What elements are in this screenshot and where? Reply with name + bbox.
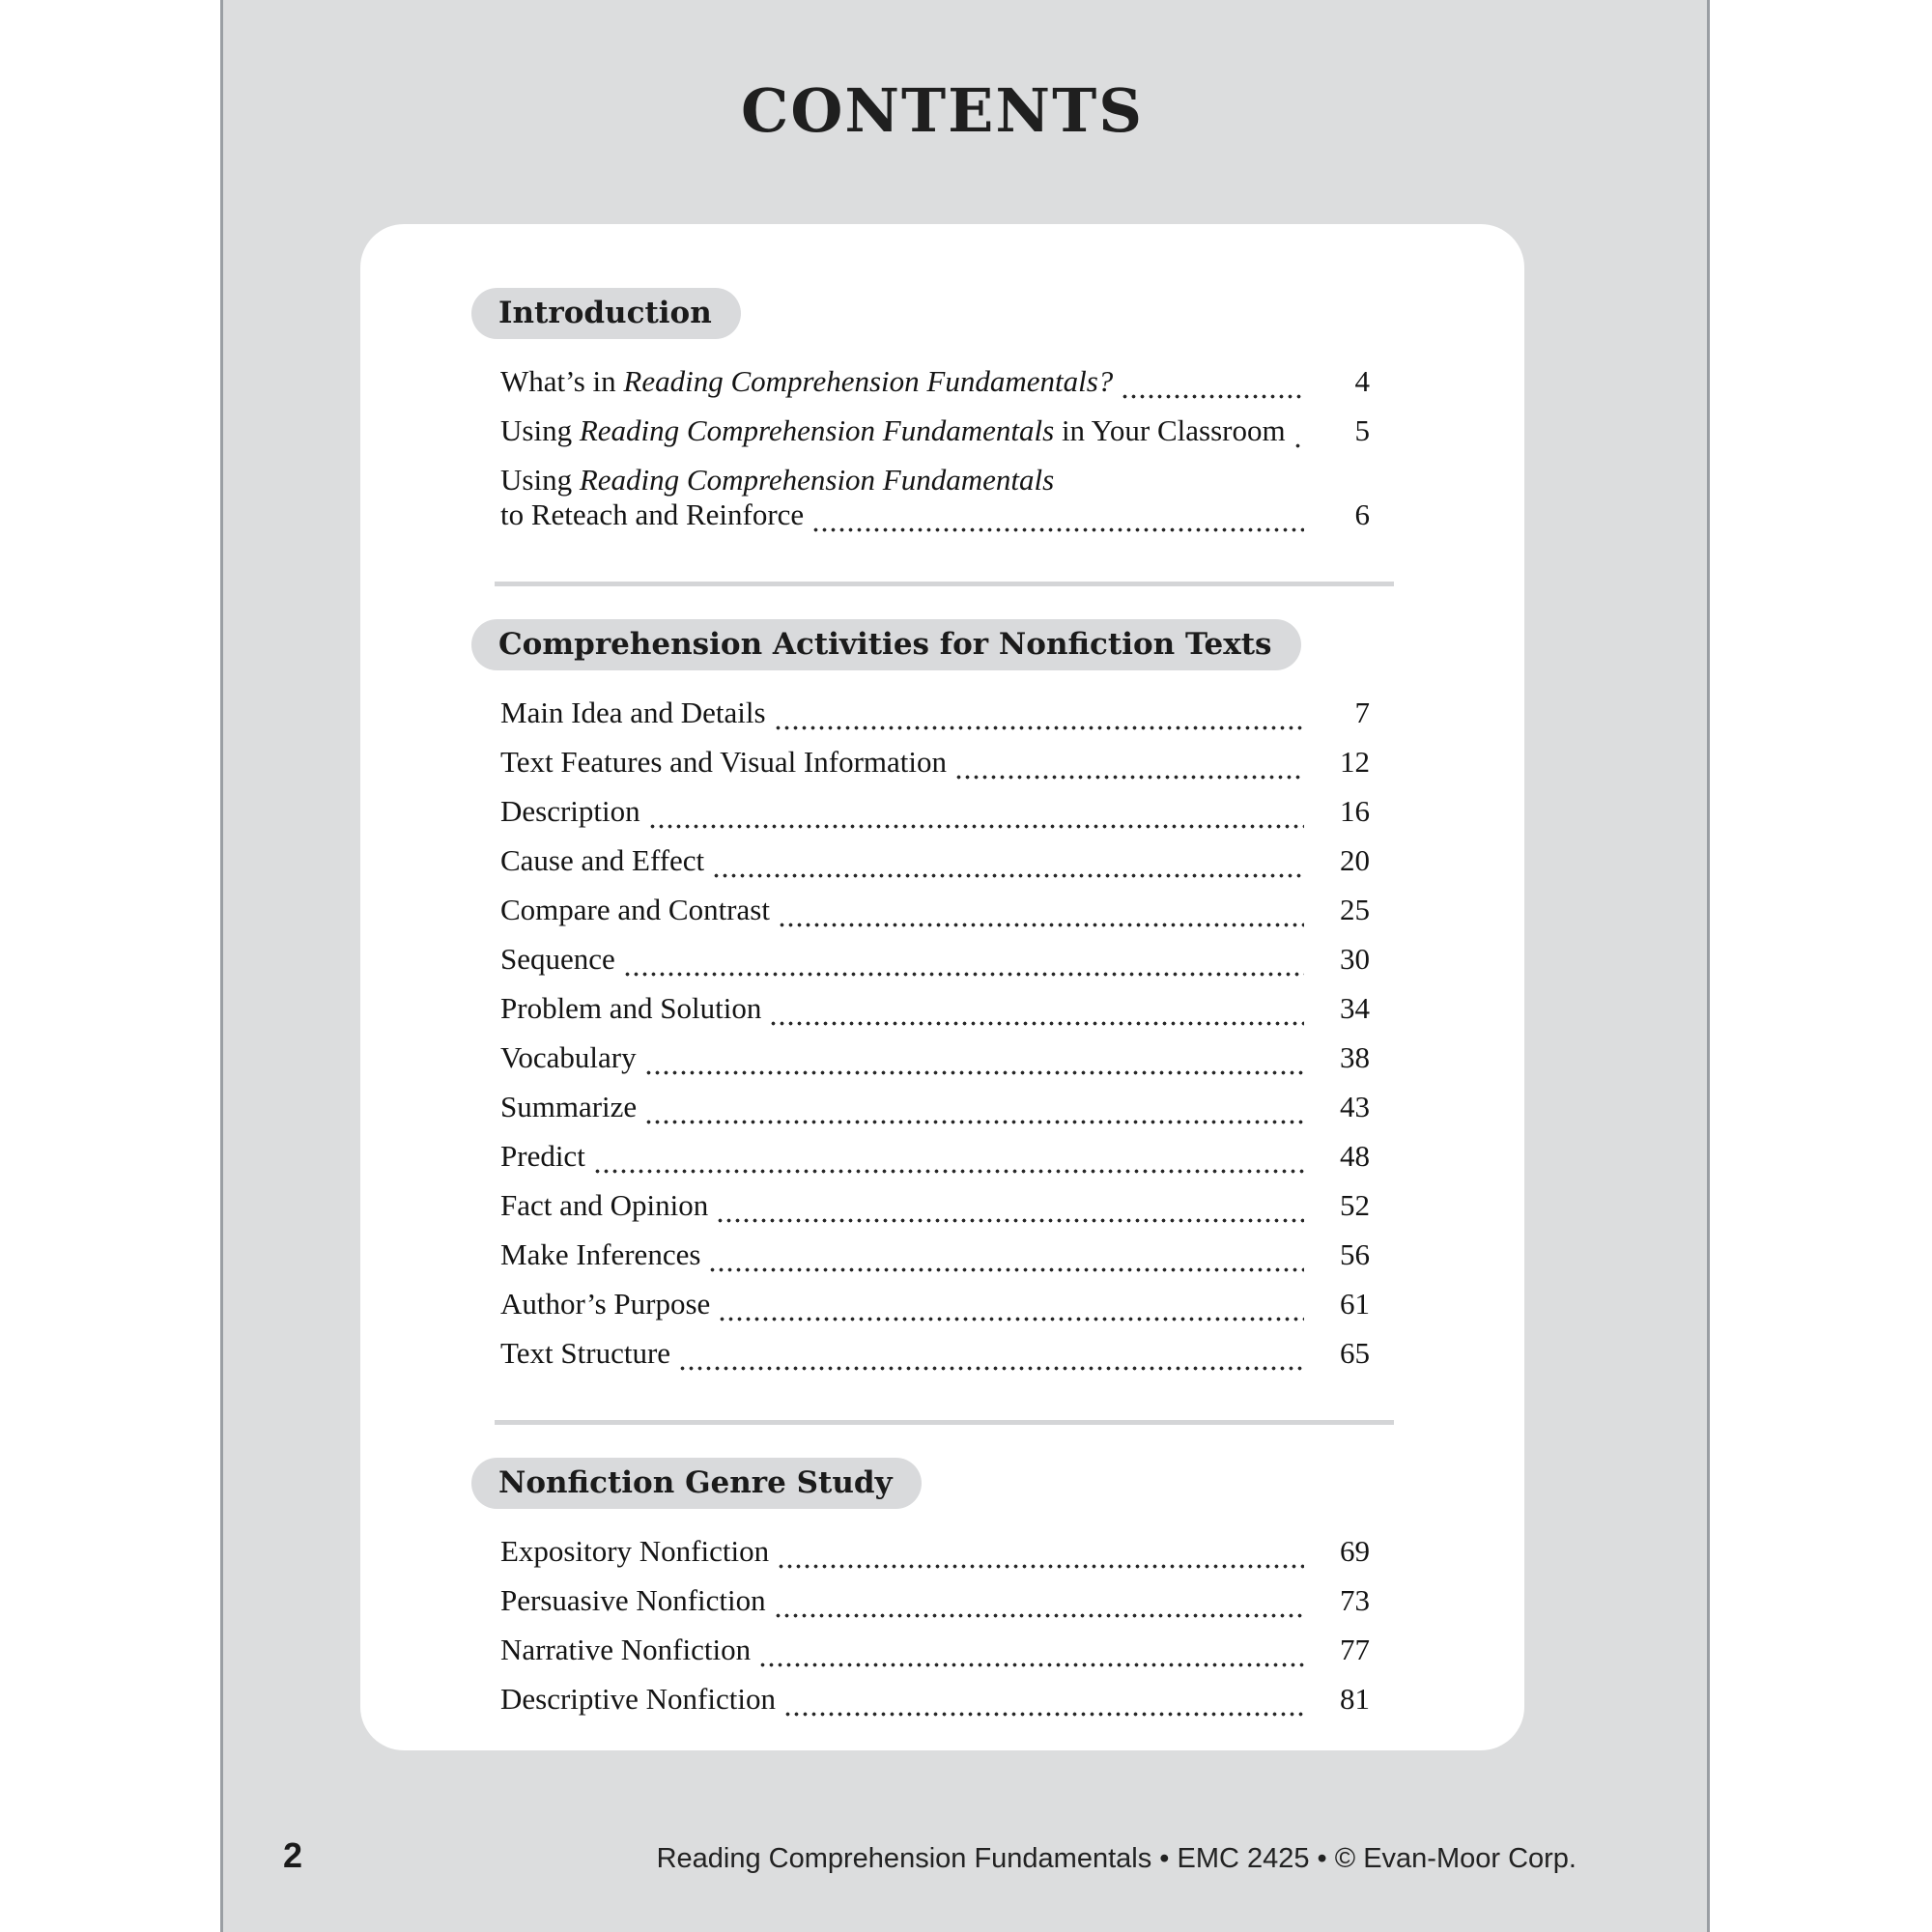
toc-entry — [500, 938, 1370, 987]
dot-leader — [769, 1018, 1304, 1028]
entry-page-number: 4 — [1354, 364, 1370, 398]
entry-title: Fact and Opinion — [500, 1188, 709, 1222]
entry-page-number: 73 — [1340, 1583, 1370, 1617]
toc-entry — [500, 1332, 1370, 1381]
toc-entry — [500, 889, 1370, 938]
entry-title: Vocabulary — [500, 1040, 637, 1074]
entry-page-number: 43 — [1340, 1090, 1370, 1123]
dot-leader — [1121, 391, 1304, 401]
page-title: CONTENTS — [740, 75, 1144, 146]
dot-leader — [774, 1610, 1304, 1620]
entry-page-number: 5 — [1354, 413, 1370, 447]
entry-title: Text Structure — [500, 1336, 671, 1370]
entry-title: Using Reading Comprehension Fundamentals in Your Classroom — [500, 413, 1286, 447]
entry-title: Make Inferences — [500, 1237, 701, 1271]
dot-leader — [712, 870, 1304, 880]
dot-leader — [644, 1067, 1304, 1077]
toc-entry — [500, 1530, 1370, 1579]
entry-page-number: 6 — [1354, 497, 1370, 531]
entry-page-number: 20 — [1340, 843, 1370, 877]
entry-title: Text Features and Visual Information — [500, 745, 948, 779]
entry-title: Description — [500, 794, 640, 828]
dot-leader — [774, 723, 1304, 732]
entry-title: Summarize — [500, 1090, 638, 1123]
entry-page-number: 65 — [1340, 1336, 1370, 1370]
toc-entry — [500, 410, 1370, 459]
dot-leader — [778, 920, 1304, 929]
entry-title: Persuasive Nonfiction — [500, 1583, 766, 1617]
section-divider — [495, 582, 1394, 586]
dot-leader — [644, 1117, 1304, 1126]
entry-page-number: 81 — [1340, 1682, 1370, 1716]
dot-leader — [623, 969, 1304, 979]
entry-title: Sequence — [500, 942, 615, 976]
toc-entry — [500, 1283, 1370, 1332]
toc-entry — [500, 459, 1370, 497]
entry-page-number: 7 — [1354, 696, 1370, 729]
dot-leader — [593, 1166, 1304, 1176]
toc-entry — [500, 790, 1370, 839]
dot-leader — [811, 525, 1304, 534]
entry-title: Predict — [500, 1139, 585, 1173]
toc-sections — [500, 288, 1370, 1727]
dot-leader — [716, 1215, 1304, 1225]
section-header-pill: Comprehension Activities for Nonfiction Texts — [471, 619, 1301, 670]
entry-page-number: 25 — [1340, 893, 1370, 926]
folio-number: 2 — [283, 1835, 303, 1875]
toc-entry — [500, 1135, 1370, 1184]
footer-credit: Reading Comprehension Fundamentals • EMC 2425 • © Evan-Moor Corp. — [656, 1843, 1577, 1874]
entry-title: Descriptive Nonfiction — [500, 1682, 776, 1716]
toc-entry — [500, 1086, 1370, 1135]
section-divider — [495, 1420, 1394, 1425]
dot-leader — [783, 1709, 1304, 1719]
entry-page-number: 56 — [1340, 1237, 1370, 1271]
toc-entry — [500, 1234, 1370, 1283]
toc-entry — [500, 1037, 1370, 1086]
entry-title: What’s in Reading Comprehension Fundamentals? — [500, 364, 1114, 398]
page-footer — [283, 1835, 1577, 1876]
entry-title: Compare and Contrast — [500, 893, 770, 926]
entry-page-number: 34 — [1340, 991, 1370, 1025]
entry-title: Author’s Purpose — [500, 1287, 711, 1321]
entry-title: to Reteach and Reinforce — [500, 497, 805, 531]
entry-page-number: 38 — [1340, 1040, 1370, 1074]
entry-page-number: 61 — [1340, 1287, 1370, 1321]
dot-leader — [708, 1264, 1304, 1274]
toc-entry — [500, 360, 1370, 410]
entry-page-number: 16 — [1340, 794, 1370, 828]
entry-page-number: 52 — [1340, 1188, 1370, 1222]
dot-leader — [678, 1363, 1304, 1373]
entry-title: Main Idea and Details — [500, 696, 766, 729]
dot-leader — [648, 821, 1304, 831]
toc-entry — [500, 692, 1370, 741]
dot-leader — [718, 1314, 1304, 1323]
dot-leader — [954, 772, 1304, 781]
section-header-pill: Introduction — [471, 288, 741, 339]
entry-title: Cause and Effect — [500, 843, 705, 877]
dot-leader — [1293, 440, 1304, 450]
entry-page-number: 30 — [1340, 942, 1370, 976]
toc-entry — [500, 987, 1370, 1037]
toc-entry — [500, 1184, 1370, 1234]
entry-title: Expository Nonfiction — [500, 1534, 770, 1568]
section-header-pill: Nonfiction Genre Study — [471, 1458, 922, 1509]
entry-title: Narrative Nonfiction — [500, 1633, 752, 1666]
toc-entry — [500, 1579, 1370, 1629]
toc-entry — [500, 839, 1370, 889]
dot-leader — [758, 1660, 1304, 1669]
book-page — [220, 0, 1710, 1932]
entry-page-number: 69 — [1340, 1534, 1370, 1568]
entry-page-number: 12 — [1340, 745, 1370, 779]
entry-page-number: 77 — [1340, 1633, 1370, 1666]
entry-page-number: 48 — [1340, 1139, 1370, 1173]
toc-entry — [500, 741, 1370, 790]
toc-entry — [500, 1678, 1370, 1727]
toc-entry — [500, 1629, 1370, 1678]
entry-title: Using Reading Comprehension Fundamentals — [500, 463, 1055, 497]
contents-card — [360, 224, 1524, 1750]
entry-title: Problem and Solution — [500, 991, 762, 1025]
dot-leader — [777, 1561, 1304, 1571]
